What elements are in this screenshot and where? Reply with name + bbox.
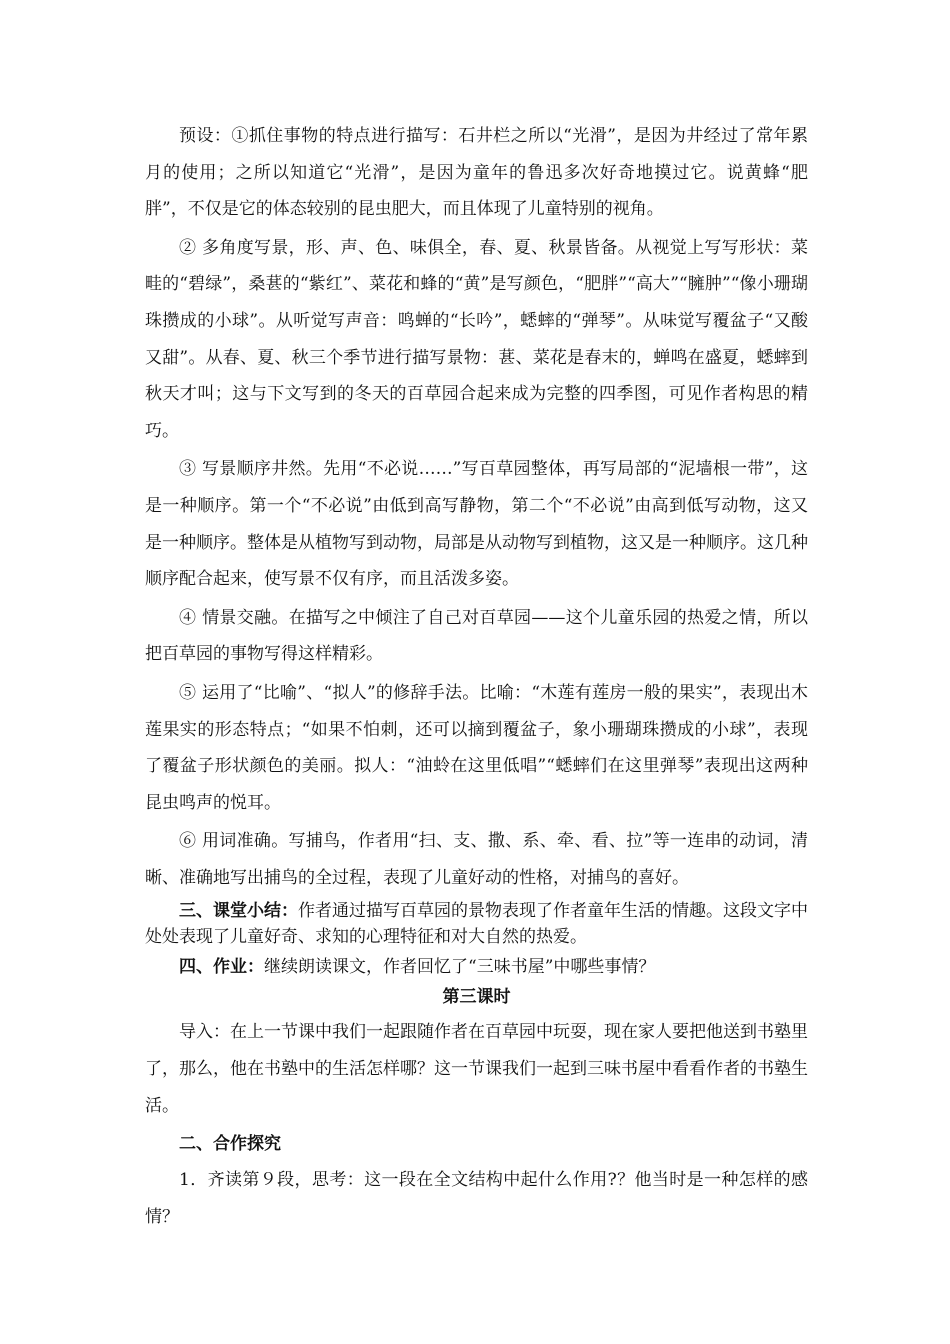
summary-label: 三、课堂小结：: [179, 901, 298, 922]
summary-text: 作者通过描写百草园的景物表现了作者童年生活的情趣。这段文字中处处表现了儿童好奇、求知的心理特征和对大自然的热爱。: [145, 901, 808, 948]
homework-label: 四、作业：: [179, 957, 264, 978]
section-heading: 二、合作探究: [179, 1134, 281, 1155]
document-page: [145, 118, 808, 1237]
lesson-intro: 导入：在上一节课中我们一起跟随作者在百草园中玩耍，现在家人要把他送到书塾里了，那么，他在书塾中的生活怎样哪？这一节课我们一起到三味书屋中看看作者的书塾生活。: [145, 1022, 808, 1116]
paragraph-point-3: ③ 写景顺序井然。先用“不必说……”写百草园整体，再写局部的“泥墙根一带”，这是一种顺序。第一个“不必说”由低到高写静物，第二个“不必说”由高到低写动物，这又是一种顺序。整体是从植物写到动物，局部是从动物写到植物，这又是一种顺序。这几种顺序配合起来，使写景不仅有序，而且活泼多姿。: [145, 459, 808, 590]
paragraph-point-2: ② 多角度写景，形、声、色、味俱全，春、夏、秋景皆备。从视觉上写写形状：菜畦的“碧绿”，桑葚的“紫红”、菜花和蜂的“黄”是写颜色，“肥胖”“高大”“臃肿”“像小珊瑚珠攒成的小球”。从听觉写声音：鸣蝉的“长吟”，蟋蟀的“弹琴”。从味觉写覆盆子“又酸又甜”。从春、夏、秋三个季节进行描写景物：葚、菜花是春末的，蝉鸣在盛夏，蟋蟀到秋天才叫；这与下文写到的冬天的百草园合起来成为完整的四季图，可见作者构思的精巧。: [145, 237, 808, 441]
paragraph-preset: 预设：①抓住事物的特点进行描写：石井栏之所以“光滑”，是因为井经过了常年累月的使用；之所以知道它“光滑”，是因为童年的鲁迅多次好奇地摸过它。说黄蜂“肥胖”，不仅是它的体态较别的昆虫肥大，而且体现了儿童特别的视角。: [145, 126, 808, 220]
homework: [145, 954, 808, 980]
lesson-title: 第三课时: [442, 987, 511, 1008]
paragraph-point-4: ④ 情景交融。在描写之中倾注了自己对百草园——这个儿童乐园的热爱之情，所以把百草园的事物写得这样精彩。: [145, 607, 808, 665]
class-summary: [145, 898, 808, 950]
paragraph-point-6: ⑥ 用词准确。写捕鸟，作者用“扫、支、撒、系、牵、看、拉”等一连串的动词，清晰、准确地写出捕鸟的全过程，表现了儿童好动的性格，对捕鸟的喜好。: [145, 831, 808, 888]
paragraph-point-5: ⑤ 运用了“比喻”、“拟人”的修辞手法。比喻：“木莲有莲房一般的果实”，表现出木莲果实的形态特点；“如果不怕刺，还可以摘到覆盆子，象小珊瑚珠攒成的小球”，表现了覆盆子形状颜色的美丽。拟人：“油蛉在这里低唱”“蟋蟀们在这里弹琴”表现出这两种昆虫鸣声的悦耳。: [145, 682, 808, 813]
question-1: 1．齐读第９段，思考：这一段在全文结构中起什么作用?？他当时是一种怎样的感情？: [145, 1170, 808, 1227]
homework-text: 继续朗读课文，作者回忆了“三味书屋”中哪些事情？: [264, 957, 656, 978]
